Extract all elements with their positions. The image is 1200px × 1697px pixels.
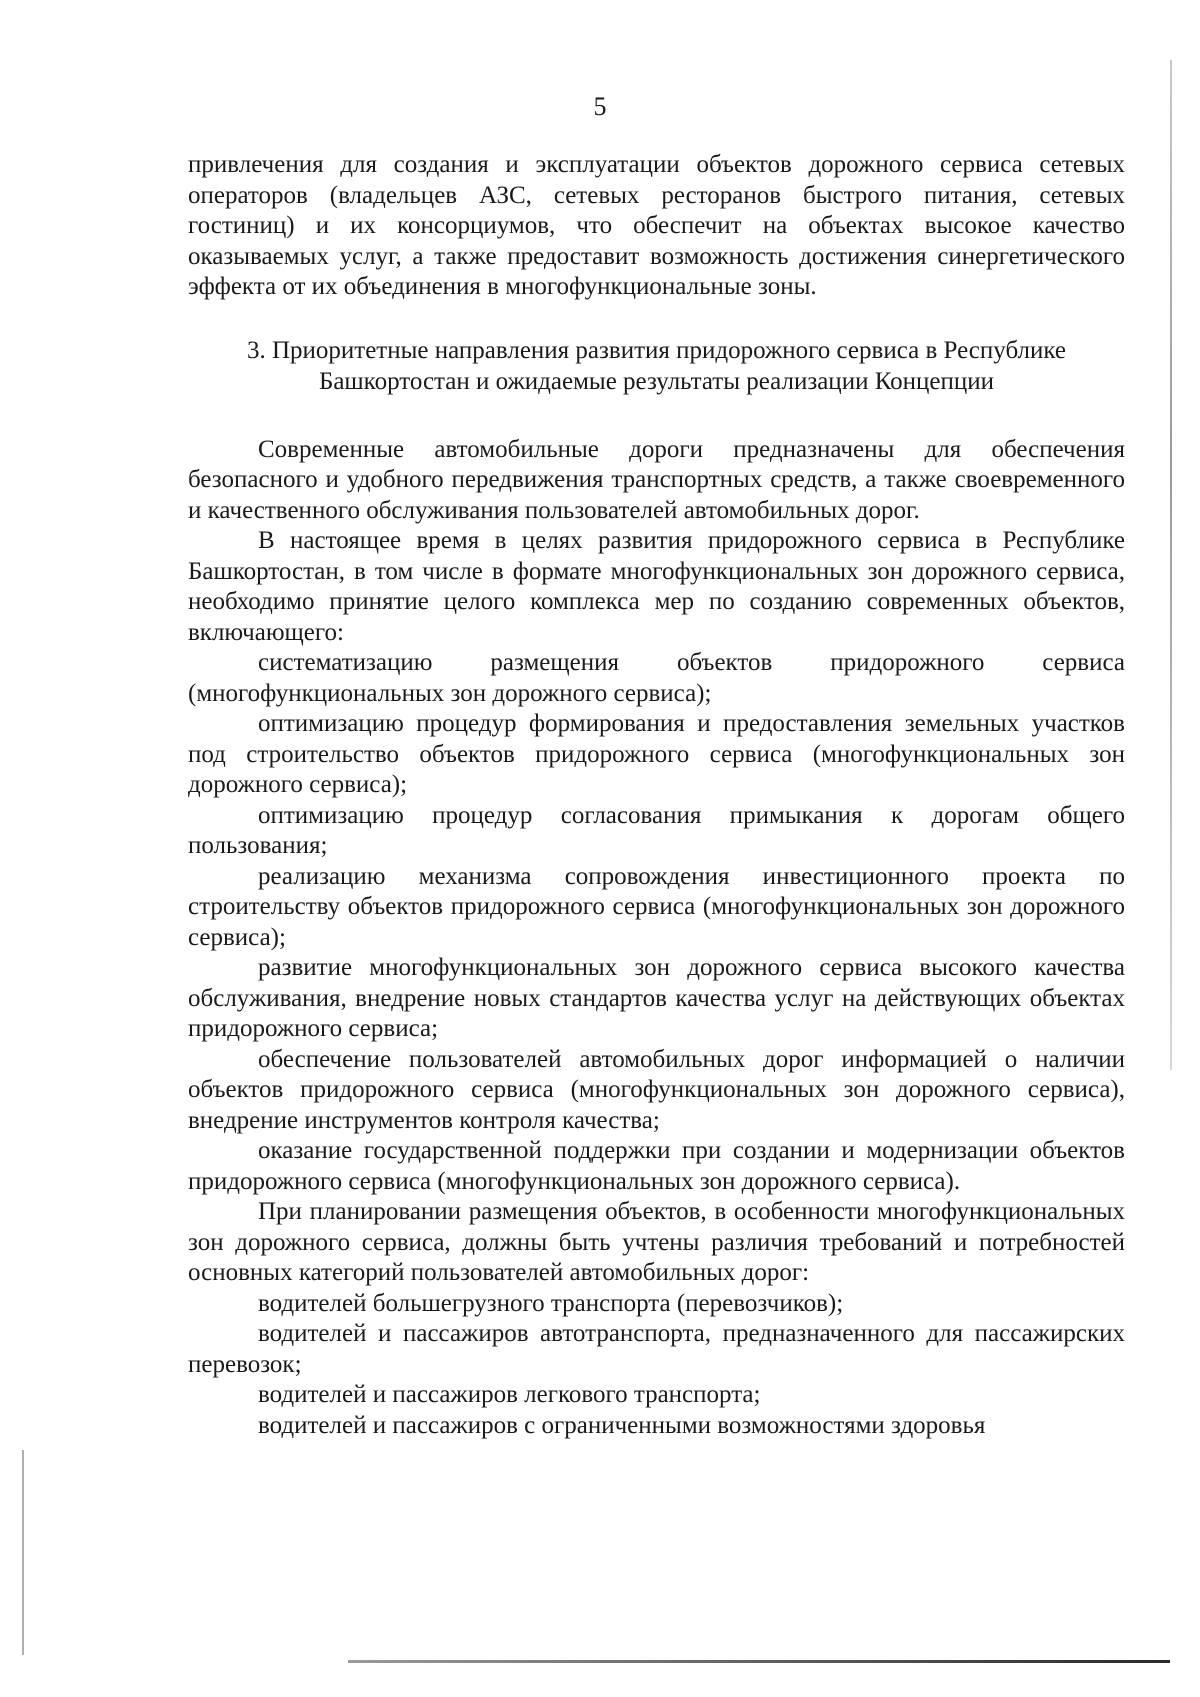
list-item: водителей большегрузного транспорта (перевозчиков);	[258, 1289, 844, 1317]
section-heading-line: 3. Приоритетные направления развития придорожного сервиса в Республике	[246, 336, 1067, 364]
list-item: развитие многофункциональных зон дорожного сервиса высокого качества обслуживания, внедрение новых стандартов качества услуг на действующих объектах придорожного сервиса;	[188, 954, 1125, 1042]
list-item: обеспечение пользователей автомобильных дорог информацией о наличии объектов придорожного сервиса (многофункциональных зон дорожного сервиса), внедрение инструментов контроля качества;	[188, 1045, 1125, 1134]
list-item: реализацию механизма сопровождения инвестиционного проекта по строительству объектов придорожного сервиса (многофункциональных зон дорожного сервиса);	[188, 862, 1125, 951]
list-item: оптимизацию процедур согласования примыкания к дорогам общего пользования;	[188, 801, 1125, 859]
scan-edge-bottom	[348, 1660, 1170, 1663]
scan-edge-left	[22, 1450, 24, 1655]
list-item: водителей и пассажиров автотранспорта, предназначенного для пассажирских перевозок;	[188, 1320, 1125, 1378]
page-number: 5	[593, 92, 607, 121]
paragraph: Современные автомобильные дороги предназначены для обеспечения безопасного и удобного передвижения транспортных средств, а также своевременного и качественного обслуживания пользователей автомобильных дорог.	[188, 435, 1125, 524]
paragraph: При планировании размещения объектов, в особенности многофункциональных зон дорожного сервиса, должны быть учтены различия требований и потребностей основных категорий пользователей автомобильных дорог:	[188, 1198, 1125, 1286]
list-item: систематизацию размещения объектов придорожного сервиса (многофункциональных зон дорожного сервиса);	[188, 649, 1125, 707]
list-item: водителей и пассажиров легкового транспорта;	[258, 1381, 761, 1408]
section-heading	[188, 335, 1125, 397]
list-item: оказание государственной поддержки при создании и модернизации объектов придорожного сервиса (многофункциональных зон дорожного сервиса).	[188, 1137, 1125, 1195]
list-item: водителей и пассажиров с ограниченными возможностями здоровья	[258, 1411, 986, 1439]
section-heading-line: Башкортостан и ожидаемые результаты реализации Концепции	[318, 367, 994, 395]
scan-edge-right	[1170, 60, 1172, 1070]
paragraph: В настоящее время в целях развития придорожного сервиса в Республике Башкортостан, в том числе в формате многофункциональных зон дорожного сервиса, необходимо принятие целого комплекса мер по созданию современных объектов, включающего:	[188, 527, 1125, 646]
document-body	[188, 150, 1125, 1441]
paragraph-continuation: привлечения для создания и эксплуатации объектов дорожного сервиса сетевых операторов (владельцев АЗС, сетевых ресторанов быстрого питания, сетевых гостиниц) и их консорциумов, что обеспечит на объектах высокое качество оказываемых услуг, а также предоставит возможность достижения синергетического эффекта от их объединения в многофункциональные зоны.	[188, 151, 1125, 300]
list-item: оптимизацию процедур формирования и предоставления земельных участков под строительство объектов придорожного сервиса (многофункциональных зон дорожного сервиса);	[188, 710, 1125, 798]
